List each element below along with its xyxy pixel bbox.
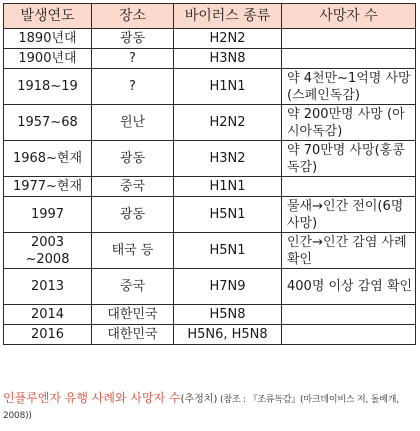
cell-deaths bbox=[282, 305, 416, 325]
cell-virus: H3N8 bbox=[174, 49, 282, 69]
cell-deaths bbox=[282, 177, 416, 197]
table-row bbox=[4, 29, 416, 49]
cell-year: 1997 bbox=[4, 197, 92, 233]
cell-virus: H2N2 bbox=[174, 105, 282, 141]
cell-year: 2013 bbox=[4, 269, 92, 305]
table-row bbox=[4, 49, 416, 69]
cell-place: 중국 bbox=[92, 269, 174, 305]
header-year: 발생연도 bbox=[4, 4, 92, 29]
influenza-table bbox=[3, 3, 416, 345]
cell-place: 대한민국 bbox=[92, 325, 174, 345]
table-row bbox=[4, 325, 416, 345]
table-row bbox=[4, 177, 416, 197]
cell-place: 대한민국 bbox=[92, 305, 174, 325]
cell-year: 1900년대 bbox=[4, 49, 92, 69]
cell-deaths: 물새→인간 전이(6명 사망) bbox=[282, 197, 416, 233]
cell-place: 광동 bbox=[92, 197, 174, 233]
cell-virus: H1N1 bbox=[174, 69, 282, 105]
cell-place: 태국 등 bbox=[92, 233, 174, 269]
cell-year: 2016 bbox=[4, 325, 92, 345]
cell-deaths: 약 4천만~1억명 사망(스페인독감) bbox=[282, 69, 416, 105]
cell-deaths bbox=[282, 29, 416, 49]
cell-place: ? bbox=[92, 49, 174, 69]
cell-deaths bbox=[282, 325, 416, 345]
cell-deaths bbox=[282, 49, 416, 69]
cell-place: 윈난 bbox=[92, 105, 174, 141]
cell-virus: H5N6, H5N8 bbox=[174, 325, 282, 345]
caption-estimate: (추정치) bbox=[180, 394, 218, 405]
cell-deaths: 400명 이상 감염 확인 bbox=[282, 269, 416, 305]
cell-year: 1968~현재 bbox=[4, 141, 92, 177]
caption-source: (참조 : 『조류독감』(마크데이비스 저, 돌베개, 2008)) bbox=[3, 395, 399, 421]
cell-year: 1890년대 bbox=[4, 29, 92, 49]
table-row bbox=[4, 197, 416, 233]
table-row bbox=[4, 141, 416, 177]
header-deaths: 사망자 수 bbox=[282, 4, 416, 29]
cell-virus: H2N2 bbox=[174, 29, 282, 49]
cell-virus: H3N2 bbox=[174, 141, 282, 177]
cell-virus: H5N8 bbox=[174, 305, 282, 325]
table-row bbox=[4, 269, 416, 305]
table-header-row bbox=[4, 4, 416, 29]
caption-title: 인플루엔자 유행 사례와 사망자 수 bbox=[3, 391, 181, 405]
cell-year: 2014 bbox=[4, 305, 92, 325]
cell-year: 1977~현재 bbox=[4, 177, 92, 197]
cell-year: 1918~19 bbox=[4, 69, 92, 105]
cell-deaths: 약 70만명 사망(홍콩독감) bbox=[282, 141, 416, 177]
table-row bbox=[4, 69, 416, 105]
cell-deaths: 약 200만명 사망 (아시아독감) bbox=[282, 105, 416, 141]
header-place: 장소 bbox=[92, 4, 174, 29]
table-row bbox=[4, 305, 416, 325]
cell-place: 광동 bbox=[92, 141, 174, 177]
cell-place: 중국 bbox=[92, 177, 174, 197]
cell-place: 광동 bbox=[92, 29, 174, 49]
cell-virus: H5N1 bbox=[174, 233, 282, 269]
cell-virus: H5N1 bbox=[174, 197, 282, 233]
cell-place: ? bbox=[92, 69, 174, 105]
cell-virus: H7N9 bbox=[174, 269, 282, 305]
cell-year: 2003 ~2008 bbox=[4, 233, 92, 269]
table-row bbox=[4, 233, 416, 269]
cell-virus: H1N1 bbox=[174, 177, 282, 197]
table-caption bbox=[3, 391, 415, 424]
table-row bbox=[4, 105, 416, 141]
header-virus: 바이러스 종류 bbox=[174, 4, 282, 29]
cell-year: 1957~68 bbox=[4, 105, 92, 141]
cell-deaths: 인간→인간 감염 사례 확인 bbox=[282, 233, 416, 269]
